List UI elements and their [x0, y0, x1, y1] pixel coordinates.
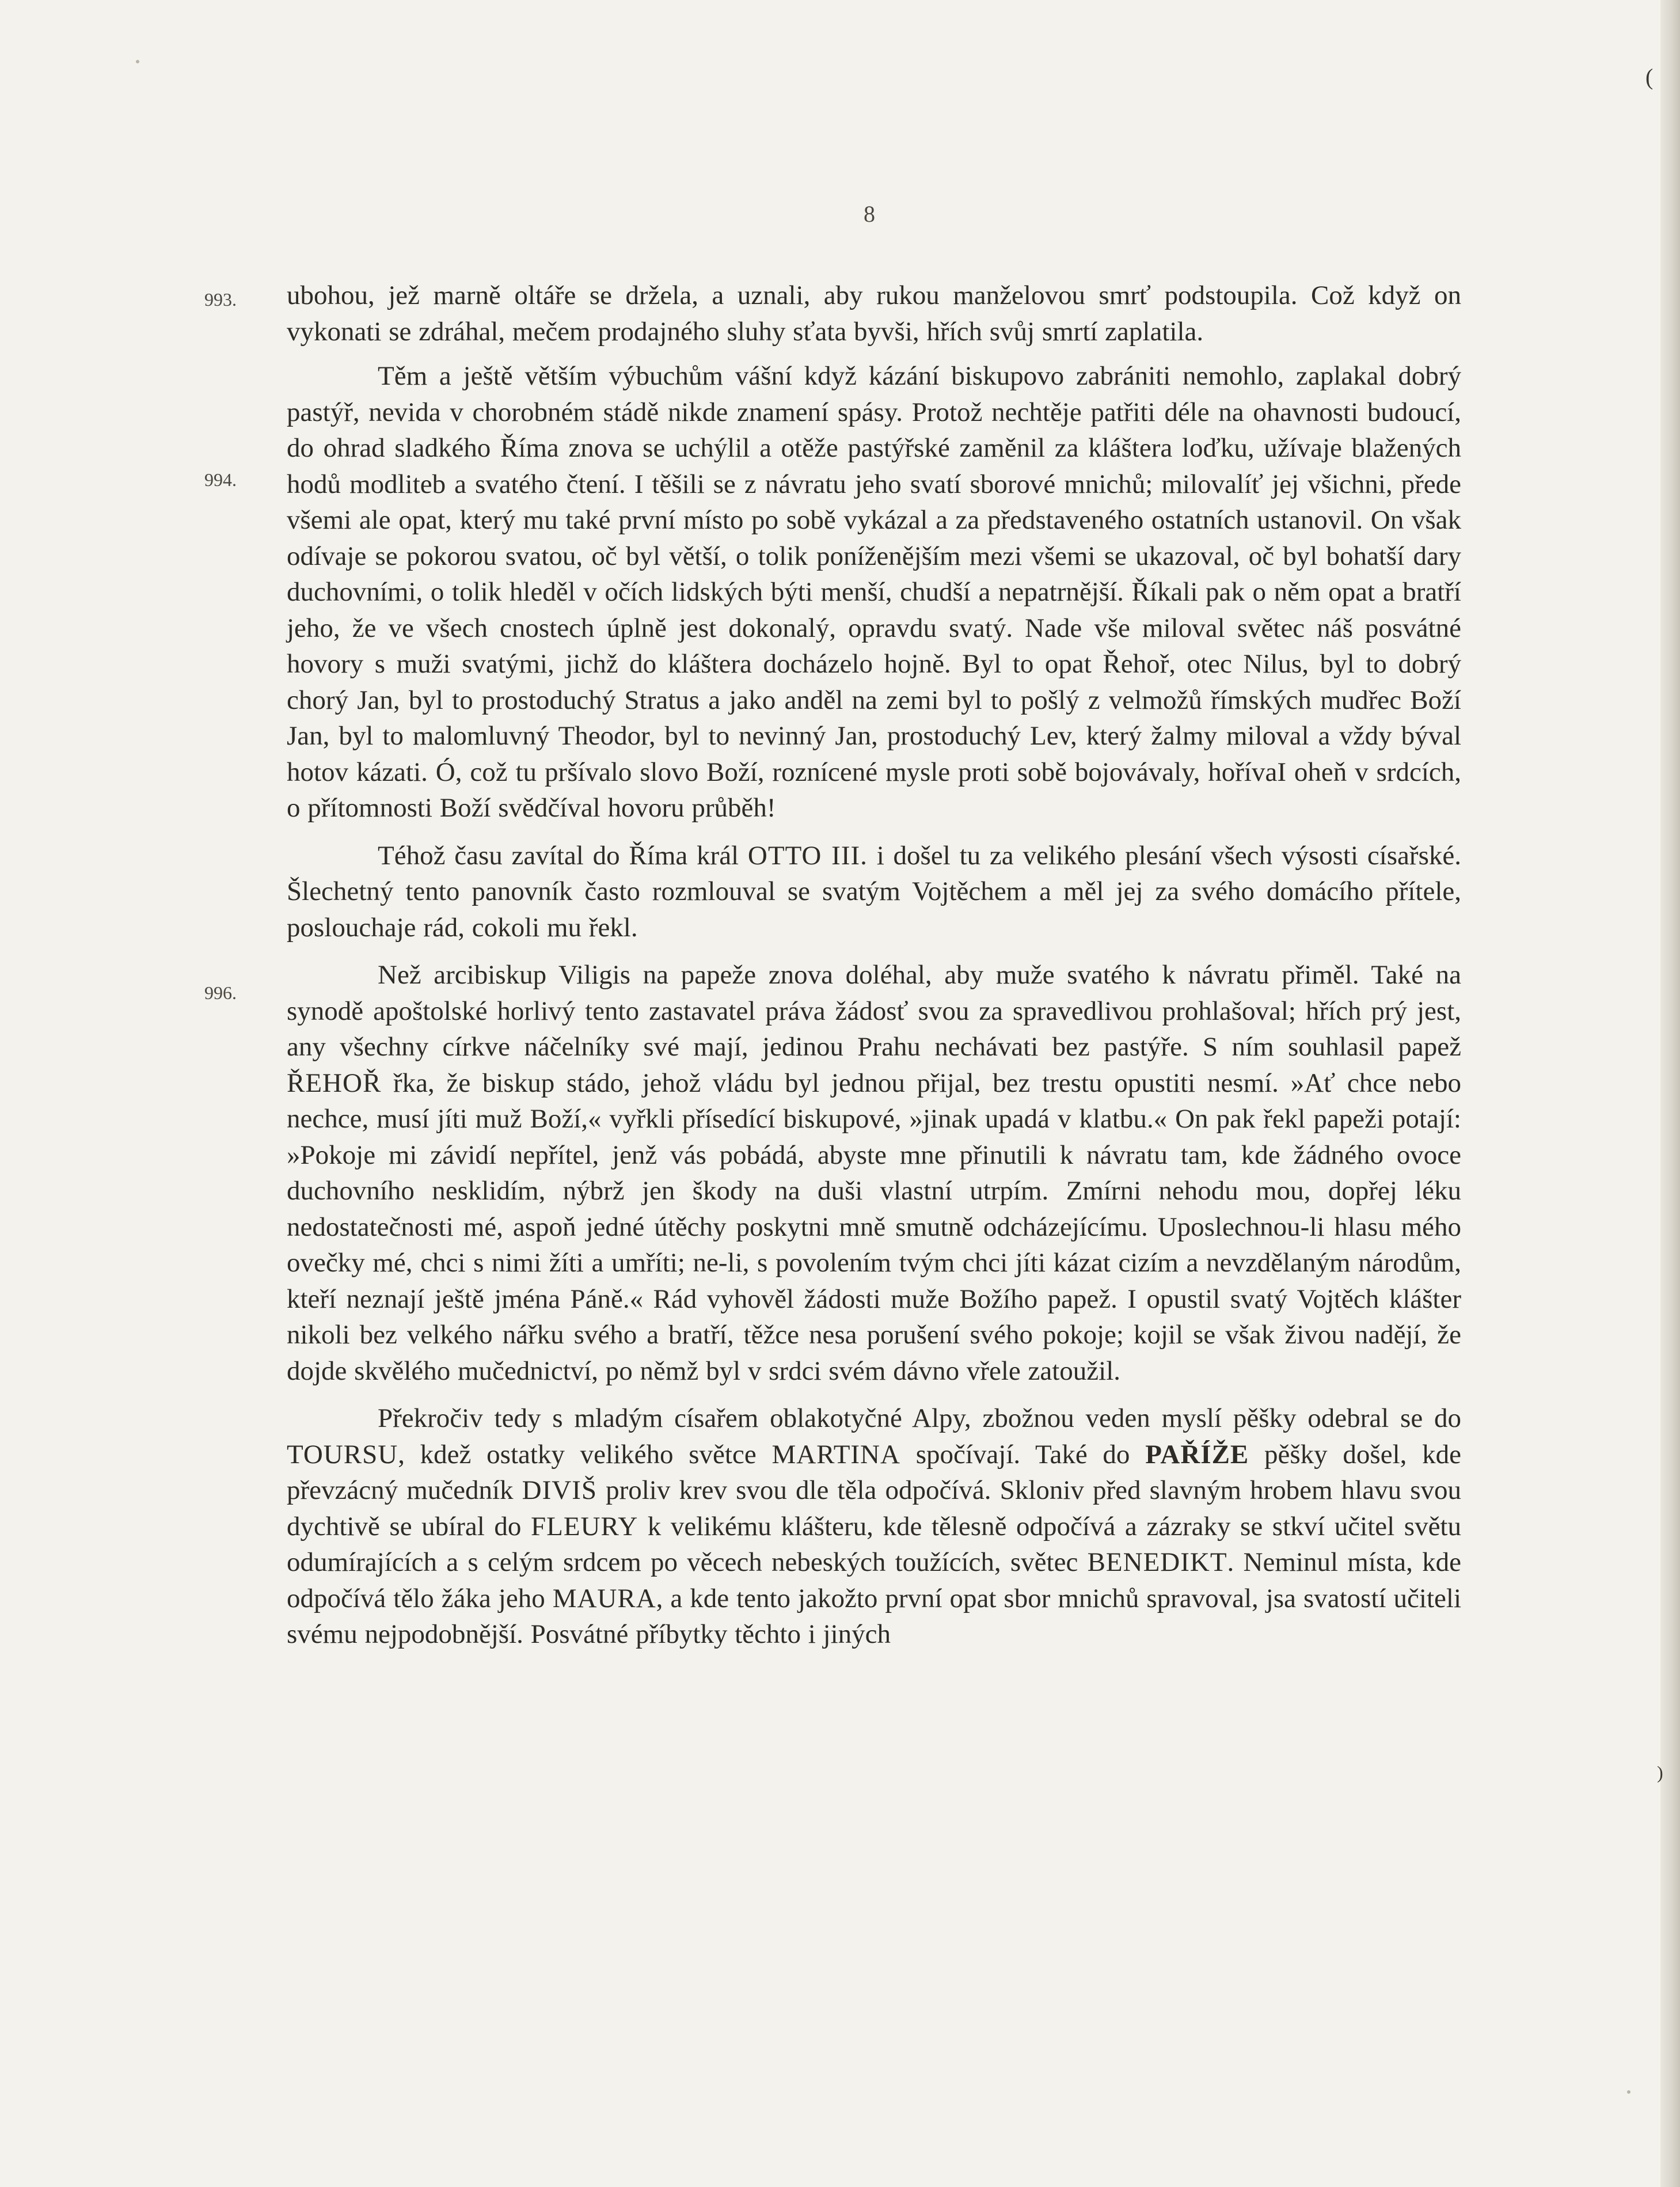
paragraph-5-text-b: , kdež ostatky velikého světce	[398, 1439, 772, 1470]
paragraph-1-text: ubohou, jež marně oltáře se držela, a uznali, aby rukou manželovou smrť podstoupila. Což když on vykonati se zdráhal, mečem prodajného sluhy sťata byvši, hřích svůj smrtí zaplatila.	[287, 280, 1461, 347]
paragraph-5-text-d: pěšky došel, kde převzácný mučedník	[287, 1439, 1461, 1505]
margin-year-993: 993.	[204, 289, 237, 310]
edge-bracket-mark: )	[1657, 1762, 1663, 1783]
page-number: 8	[864, 201, 875, 227]
name-otto: OTTO III.	[747, 840, 868, 871]
page-edge-shadow	[1660, 0, 1680, 2187]
paragraph-5-text-g: . Neminul místa, kde odpočívá tělo žáka jeho	[287, 1547, 1461, 1613]
paragraph-2	[287, 358, 1461, 826]
margin-year-994: 994.	[204, 469, 237, 490]
place-fleury: FLEURY	[531, 1511, 638, 1541]
paragraph-3	[287, 838, 1461, 946]
paragraph-1	[287, 278, 1461, 350]
paragraph-4	[287, 957, 1461, 1389]
body-text	[287, 278, 1461, 1653]
paragraph-5-text-a: Překročiv tedy s mladým císařem oblakotyčné Alpy, zbožnou veden myslí pěšky odebral se do	[378, 1403, 1461, 1433]
name-benedikt: BENEDIKT	[1087, 1547, 1227, 1577]
paragraph-5	[287, 1400, 1461, 1653]
name-rehor: ŘEHOŘ	[287, 1068, 382, 1098]
paragraph-3-text-a: Téhož času zavítal do Říma král	[378, 840, 748, 871]
paragraph-5-text-c: spočívají. Také do	[900, 1439, 1146, 1470]
edge-bracket-mark: (	[1645, 64, 1654, 90]
paragraph-4-text-b: řka, že biskup stádo, jehož vládu byl jednou přijal, bez trestu opustiti nesmí. »Ať chce nebo nechce, musí jíti muž Boží,« vyřkli přísedící biskupové, »jinak upadá v klatbu.« On pak řekl papeži potají: »Pokoje mi závidí nepřítel, jenž vás pobádá, abyste mne přinutili k návratu tam, kde žádného ovoce duchovního nesklidím, nýbrž jen škody na duši vlastní utrpím. Zmírni nehodu mou, dopřej léku nedostatečnosti mé, aspoň jedné útěchy poskytni mně smutně odcházejícímu. Uposlechnou-li hlasu mého ovečky mé, chci s nimi žíti a umříti; ne-li, s povolením tvým chci jíti kázat cizím a nevzdělaným národům, kteří neznají ještě jména Páně.« Rád vyhověl žádosti muže Božího papež. I opustil svatý Vojtěch klášter nikoli bez velkého nářku svého a bratří, těžce nesa porušení svého pokoje; kojil se však živou nadějí, že dojde skvělého mučednictví, po němž byl v srdci svém dávno vřele zatoužil.	[287, 1068, 1461, 1386]
paper-speck	[1627, 2090, 1630, 2094]
margin-year-996: 996.	[204, 982, 237, 1003]
paragraph-5-text-h: , a kde tento jakožto první opat sbor mnichů spravoval, jsa svatostí učiteli svému nejpodobnější. Posvátné příbytky těchto i jiných	[287, 1583, 1461, 1649]
paragraph-5-text-e: proliv krev svou dle těla odpočívá. Skloniv před slavným hrobem hlavu svou dychtivě se ubíral do	[287, 1475, 1461, 1541]
paragraph-4-text-a: Než arcibiskup Viligis na papeže znova doléhal, aby muže svatého k návratu přiměl. Také na synodě apoštolské horlivý tento zastavatel práva žádosť svou za spravedlivou prohlašoval; hřích prý jest, any všechny církve náčelníky své mají, jedinou Prahu nechávati bez pastýře. S ním souhlasil papež	[287, 960, 1461, 1062]
name-divis: DIVIŠ	[522, 1475, 597, 1505]
name-martina: MARTINA	[771, 1439, 900, 1470]
paragraph-2-text: Těm a ještě větším výbuchům vášní když kázání biskupovo zabrániti nemohlo, zaplakal dobrý pastýř, nevida v chorobném stádě nikde znamení spásy. Protož nechtěje patřiti déle na ohavnosti budoucí, do ohrad sladkého Říma znova se uchýlil a otěže pastýřské zaměnil za kláštera loďku, užívaje blažených hodů modliteb a svatého čtení. I těšili se z návratu jeho svatí sborové mnichů; milovalíť jej všichni, přede všemi ale opat, který mu také první místo po sobě vykázal a za představeného ostatních ustanovil. On však odívaje se pokorou svatou, oč byl větší, o tolik poníženějším mezi všemi se ukazoval, oč byl bohatší dary duchovními, o tolik hleděl v očích lidských býti menší, chudší a nepatrnější. Říkali pak o něm opat a bratří jeho, že ve všech cnostech úplně jest dokonalý, opravdu svatý. Nade vše miloval světec náš posvátné hovory s muži svatými, jichž do kláštera docházelo hojně. Byl to opat Řehoř, otec Nilus, byl to dobrý chorý Jan, byl to prostoduchý Stratus a jako anděl na zemi byl to pošlý z velmožů římských mudřec Boží Jan, byl to malomluvný Theodor, byl to nevinný Jan, prostoduchý Lev, který žalmy miloval a vždy býval hotov kázati. Ó, což tu pršívalo slovo Boží, roznícené mysle proti sobě bojovávaly, hořívaI oheň v srdcích, o přítomnosti Boží svědčíval hovoru průběh!	[287, 361, 1461, 823]
paragraph-3-text-b: i došel tu za velikého plesání všech výsosti císařské. Šlechetný tento panovník často rozmlouval se svatým Vojtěchem a měl jej za svého domácího přítele, poslouchaje rád, cokoli mu řekl.	[287, 840, 1461, 943]
paragraph-5-text-f: k velikému klášteru, kde tělesně odpočívá a zázraky se stkví učitel světu odumírajících a s celým srdcem po věcech nebeských toužících, světec	[287, 1511, 1461, 1577]
name-maura: MAURA	[552, 1583, 656, 1613]
place-toursu: TOURSU	[287, 1439, 398, 1470]
place-parize: PAŘÍŽE	[1145, 1439, 1249, 1470]
paper-speck	[136, 60, 139, 63]
